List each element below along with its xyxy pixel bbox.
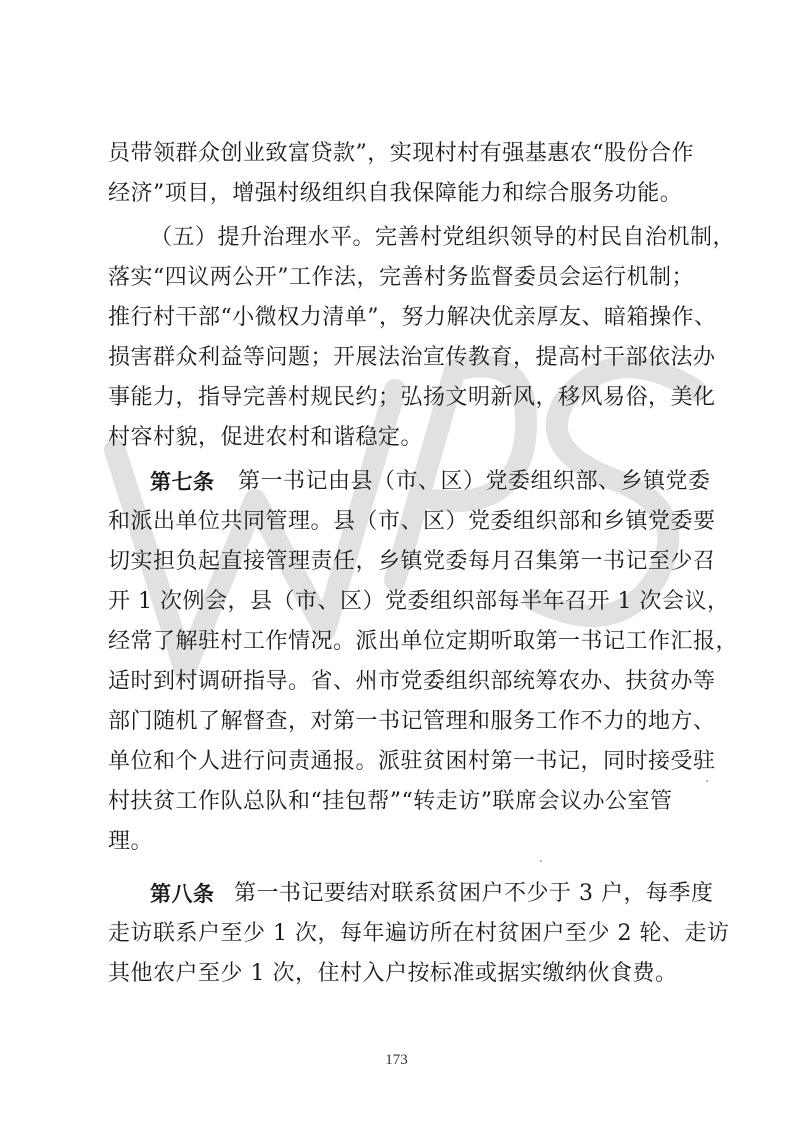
text-line: 和派出单位共同管理。县（市、区）党委组织部和乡镇党委要 xyxy=(108,509,716,534)
scan-speck xyxy=(706,780,708,782)
text-line: 适时到村调研指导。省、州市党委组织部统筹农办、扶贫办等 xyxy=(108,669,716,694)
article-8-heading: 第八条 xyxy=(150,882,215,906)
page-number: 173 xyxy=(385,1052,408,1068)
text-line: 村扶贫工作队总队和“挂包帮”“转走访”联席会议办公室管 xyxy=(108,789,673,814)
text-line: 事能力，指导完善村规民约；弘扬文明新风，移风易俗，美化 xyxy=(108,385,716,410)
text-line: 其他农户至少 1 次，住村入户按标准或据实缴纳伙食费。 xyxy=(108,961,678,986)
text-line: 第一书记由县（市、区）党委组织部、乡镇党委 xyxy=(238,469,711,494)
text-line: 切实担负起直接管理责任，乡镇党委每月召集第一书记至少召 xyxy=(108,549,716,574)
text-line: 员带领群众创业致富贷款”，实现村村有强基惠农“股份合作 xyxy=(108,141,694,166)
text-line: 部门随机了解督查，对第一书记管理和服务工作不力的地方、 xyxy=(108,709,716,734)
scan-speck xyxy=(540,860,542,862)
text-line: （五）提升治理水平。完善村党组织领导的村民自治机制， xyxy=(150,225,736,250)
text-line: 损害群众利益等问题；开展法治宣传教育，提高村干部依法办 xyxy=(108,345,716,370)
text-line: 落实“四议两公开”工作法，完善村务监督委员会运行机制； xyxy=(108,265,694,290)
text-line: 单位和个人进行问责通报。派驻贫困村第一书记，同时接受驻 xyxy=(108,749,716,774)
text-line: 开 1 次例会，县（市、区）党委组织部每半年召开 1 次会议， xyxy=(108,589,730,614)
text-line: 第一书记要结对联系贫困户不少于 3 户，每季度 xyxy=(234,881,714,906)
text-line: 走访联系户至少 1 次，每年遍访所在村贫困户至少 2 轮、走访 xyxy=(108,921,730,946)
text-line: 经济”项目，增强村级组织自我保障能力和综合服务功能。 xyxy=(108,181,683,206)
text-line: 村容村貌，促进农村和谐稳定。 xyxy=(108,425,424,450)
article-7-heading: 第七条 xyxy=(150,470,215,494)
text-line: 理。 xyxy=(108,829,154,854)
text-line: 经常了解驻村工作情况。派出单位定期听取第一书记工作汇报， xyxy=(108,629,739,654)
text-line: 推行村干部“小微权力清单”，努力解决优亲厚友、暗箱操作、 xyxy=(108,305,717,330)
